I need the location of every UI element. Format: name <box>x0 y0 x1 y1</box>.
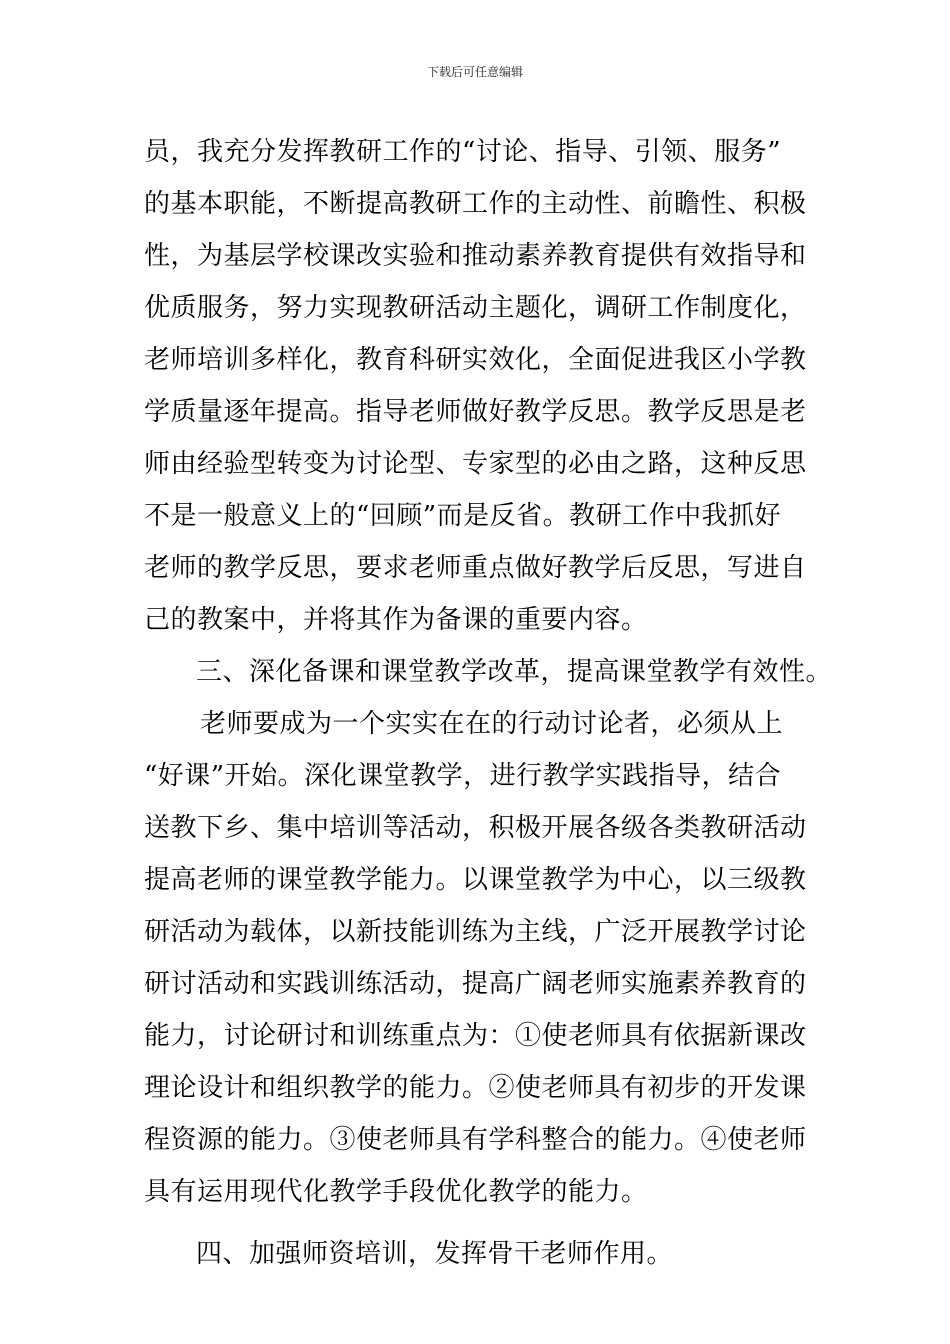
body-line: 员，我充分发挥教研工作的“讨论、指导、引领、服务” <box>144 137 782 167</box>
body-line: 学质量逐年提高。指导老师做好教学反思。教学反思是老 <box>144 397 807 427</box>
document-body <box>144 126 833 1280</box>
body-line: 优质服务，努力实现教研活动主题化，调研工作制度化， <box>144 293 807 323</box>
body-line: 研活动为载体，以新技能训练为主线，广泛开展教学讨论 <box>144 917 807 947</box>
body-line: 送教下乡、集中培训等活动，积极开展各级各类教研活动 <box>144 813 807 843</box>
body-line: 提高老师的课堂教学能力。以课堂教学为中心，以三级教 <box>144 865 807 895</box>
body-line: 己的教案中，并将其作为备课的重要内容。 <box>144 605 648 635</box>
body-line: 研讨活动和实践训练活动，提高广阔老师实施素养教育的 <box>144 969 807 999</box>
body-line: 程资源的能力。③使老师具有学科整合的能力。④使老师 <box>144 1125 807 1155</box>
body-line: 能力，讨论研讨和训练重点为：①使老师具有依据新课改 <box>144 1021 807 1051</box>
body-line: 具有运用现代化教学手段优化教学的能力。 <box>144 1177 648 1207</box>
section-heading: 三、深化备课和课堂教学改革，提高课堂教学有效性。 <box>196 657 833 687</box>
body-line: 性，为基层学校课改实验和推动素养教育提供有效指导和 <box>144 241 807 271</box>
body-line: “好课”开始。深化课堂教学，进行教学实践指导，结合 <box>144 761 782 791</box>
page-header: 下载后可任意编辑 <box>426 65 523 79</box>
body-line: 不是一般意义上的“回顾”而是反省。教研工作中我抓好 <box>144 501 782 531</box>
section-heading: 四、加强师资培训，发挥骨干老师作用。 <box>196 1239 674 1269</box>
body-line: 老师要成为一个实实在在的行动讨论者，必须从上 <box>200 709 784 739</box>
body-line: 的基本职能，不断提高教研工作的主动性、前瞻性、积极 <box>144 189 807 219</box>
body-line: 理论设计和组织教学的能力。②使老师具有初步的开发课 <box>144 1073 807 1103</box>
body-line: 师由经验型转变为讨论型、专家型的必由之路，这种反思 <box>144 449 807 479</box>
body-line: 老师的教学反思，要求老师重点做好教学后反思，写进自 <box>144 553 807 583</box>
body-line: 老师培训多样化，教育科研实效化，全面促进我区小学教 <box>144 345 807 375</box>
